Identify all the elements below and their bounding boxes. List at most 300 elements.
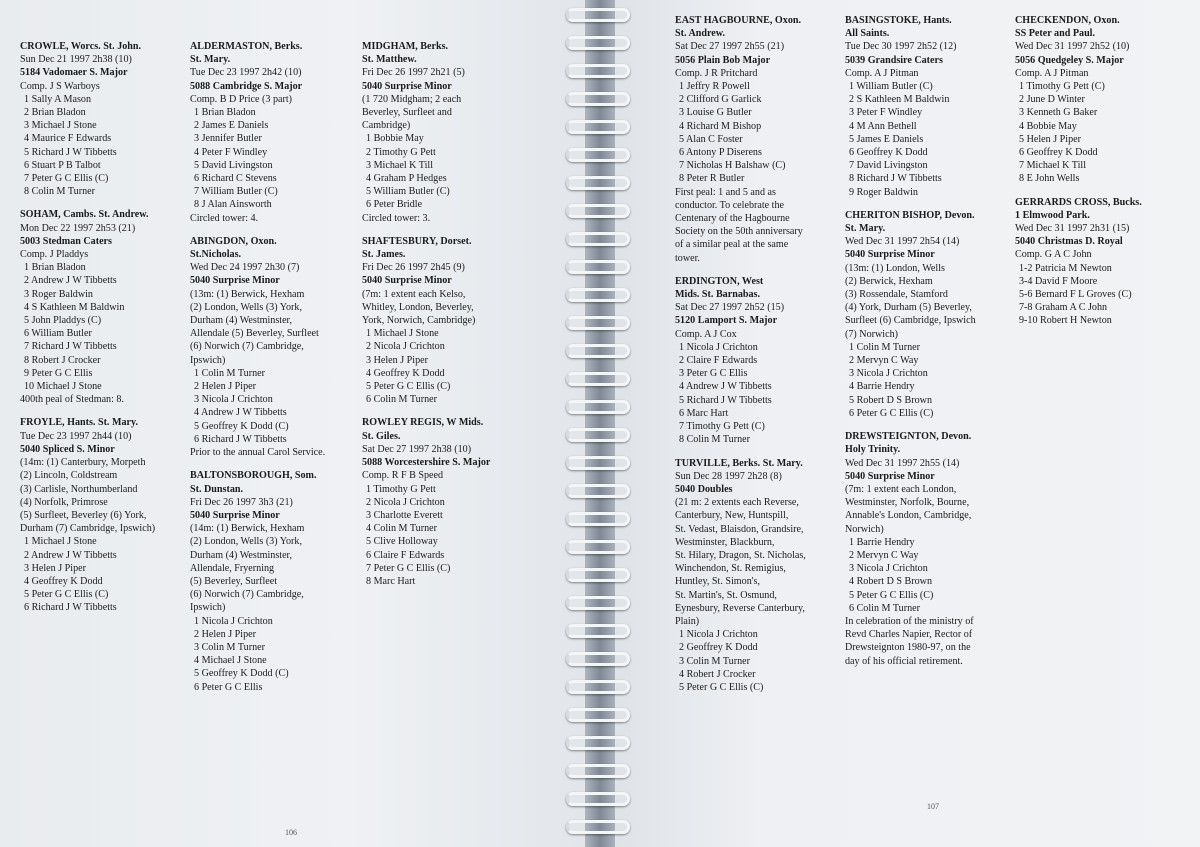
composition-line: (6) Norwich (7) Cambridge, bbox=[190, 589, 304, 601]
right-page bbox=[615, 0, 1200, 847]
peal-method: 5040 Christmas D. Royal bbox=[1015, 236, 1123, 248]
ringer: 4 Geoffrey K Dodd bbox=[24, 575, 103, 587]
ringer: 4 Michael J Stone bbox=[194, 655, 267, 667]
ringer: 4 Robert J Crocker bbox=[679, 668, 756, 680]
peal-method: 5040 Spliced S. Minor bbox=[20, 443, 115, 455]
tower-dedication: St. Mary. bbox=[190, 54, 231, 66]
peal-date: Fri Dec 26 1997 2h45 (9) bbox=[362, 262, 465, 274]
peal-method: 5040 Surprise Minor bbox=[190, 509, 280, 521]
composition-line: (3) Carlisle, Northumberland bbox=[20, 483, 138, 495]
tower-name: BALTONSBOROUGH, Som. bbox=[190, 470, 317, 482]
peal-note: Circled tower: 4. bbox=[190, 212, 259, 224]
ringer: 5 John Pladdys (C) bbox=[24, 315, 102, 327]
ringer: 1 Colin M Turner bbox=[194, 367, 265, 379]
peal-note: Centenary of the Hagbourne bbox=[675, 213, 790, 225]
ringer: 5 Peter G C Ellis (C) bbox=[679, 681, 764, 693]
left-page bbox=[0, 0, 585, 847]
composition-line: (7) Norwich) bbox=[845, 328, 898, 340]
ringer: 5 Peter G C Ellis (C) bbox=[366, 381, 451, 393]
ringer: 7 Peter G C Ellis (C) bbox=[366, 562, 451, 574]
binding-ring bbox=[566, 8, 630, 22]
peal-composition: Comp. J R Pritchard bbox=[675, 67, 758, 79]
ringer: 5 Clive Holloway bbox=[366, 536, 438, 548]
ringer: 2 Mervyn C Way bbox=[849, 355, 919, 367]
ringer: 3 Nicola J Crichton bbox=[849, 563, 928, 575]
tower-name: SHAFTESBURY, Dorset. bbox=[362, 235, 472, 247]
ringer: 3-4 David F Moore bbox=[1019, 275, 1098, 287]
peal-note: Revd Charles Napier, Rector of bbox=[845, 629, 973, 641]
ringer: 4 S Kathleen M Baldwin bbox=[24, 301, 125, 313]
composition-line: Beverley, Surfleet and bbox=[362, 107, 452, 119]
peal-composition: (7m: 1 extent each London, bbox=[845, 483, 957, 495]
tower-name: DREWSTEIGNTON, Devon. bbox=[845, 431, 972, 443]
tower-name: SOHAM, Cambs. St. Andrew. bbox=[20, 209, 149, 221]
peal-entry bbox=[845, 14, 976, 199]
ringer: 5 Peter G C Ellis (C) bbox=[24, 589, 109, 601]
ringer: 1-2 Patricia M Newton bbox=[1019, 262, 1112, 274]
binding-ring bbox=[566, 428, 630, 442]
composition-line: Whitley, London, Beverley, bbox=[362, 301, 474, 313]
ringer: 5 Peter G C Ellis (C) bbox=[849, 589, 934, 601]
peal-composition: Comp. A J Cox bbox=[675, 328, 737, 340]
peal-note: Prior to the annual Carol Service. bbox=[190, 447, 326, 459]
ringer: 3 Nicola J Crichton bbox=[194, 394, 273, 406]
peal-method: 5040 Surprise Minor bbox=[845, 249, 935, 261]
ringer: 5 Alan C Foster bbox=[679, 133, 743, 145]
peal-composition: Comp. B D Price (3 part) bbox=[190, 93, 293, 105]
ringer: 8 Peter R Butler bbox=[679, 173, 745, 185]
ringer: 2 James E Daniels bbox=[194, 120, 269, 132]
tower-name: ROWLEY REGIS, W Mids. bbox=[362, 417, 484, 429]
tower-name: TURVILLE, Berks. St. Mary. bbox=[675, 457, 803, 469]
ringer: 1 Timothy G Pett bbox=[366, 483, 436, 495]
composition-line: St. Martin's, St. Osmund, bbox=[675, 589, 777, 601]
peal-date: Sat Dec 27 1997 2h52 (15) bbox=[675, 302, 785, 314]
tower-name: FROYLE, Hants. St. Mary. bbox=[20, 417, 139, 429]
column-4 bbox=[675, 14, 806, 704]
binding-ring bbox=[566, 316, 630, 330]
binding-ring bbox=[566, 204, 630, 218]
ringer: 7 Richard J W Tibbetts bbox=[24, 341, 117, 353]
peal-date: Tue Dec 23 1997 2h42 (10) bbox=[190, 67, 302, 79]
tower-dedication: 1 Elmwood Park. bbox=[1015, 209, 1090, 221]
binding-ring bbox=[566, 540, 630, 554]
composition-line: (2) Lincoln, Coldstream bbox=[20, 470, 118, 482]
ringer: 4 Robert D S Brown bbox=[849, 576, 932, 588]
peal-note: day of his official retirement. bbox=[845, 655, 963, 667]
peal-date: Wed Dec 24 1997 2h30 (7) bbox=[190, 262, 300, 274]
peal-date: Wed Dec 31 1997 2h31 (15) bbox=[1015, 223, 1130, 235]
column-6 bbox=[1015, 14, 1142, 338]
peal-method: 5088 Cambridge S. Major bbox=[190, 80, 303, 92]
ringer: 6 Geoffrey K Dodd bbox=[1019, 147, 1098, 159]
peal-method: 5040 Surprise Minor bbox=[190, 275, 280, 287]
composition-line: (4) York, Durham (5) Beverley, bbox=[845, 302, 972, 314]
ringer: 5 David Livingston bbox=[194, 159, 273, 171]
peal-date: Sat Dec 27 1997 2h38 (10) bbox=[362, 443, 472, 455]
composition-line: Durham (4) Westminster, bbox=[190, 549, 293, 561]
ringer: 6 Geoffrey K Dodd bbox=[849, 147, 928, 159]
peal-date: Mon Dec 22 1997 2h53 (21) bbox=[20, 222, 136, 234]
peal-entry bbox=[362, 235, 490, 407]
ringer: 1 Nicola J Crichton bbox=[194, 615, 273, 627]
tower-dedication: St. Dunstan. bbox=[190, 483, 244, 495]
tower-dedication: St. Giles. bbox=[362, 430, 401, 442]
tower-name: ALDERMASTON, Berks. bbox=[190, 41, 303, 52]
peal-entry bbox=[362, 416, 490, 588]
tower-name: CROWLE, Worcs. St. John. bbox=[20, 41, 142, 52]
composition-line: Eynesbury, Reverse Canterbury, bbox=[675, 602, 805, 614]
composition-line: (2) London, Wells (3) York, bbox=[190, 301, 302, 313]
peal-entry bbox=[675, 457, 806, 695]
ringer: 8 Colin M Turner bbox=[24, 186, 95, 198]
ringer: 6 William Butler bbox=[24, 328, 92, 340]
peal-method: 5120 Lamport S. Major bbox=[675, 315, 778, 327]
binding-ring bbox=[566, 64, 630, 78]
peal-date: Sun Dec 28 1997 2h28 (8) bbox=[675, 470, 782, 482]
ringer: 3 Jennifer Butler bbox=[194, 133, 262, 145]
peal-method: 5056 Plain Bob Major bbox=[675, 54, 771, 66]
binding-ring bbox=[566, 288, 630, 302]
peal-entry bbox=[190, 469, 325, 693]
peal-method: 5040 Doubles bbox=[675, 483, 733, 495]
ringer: 5 Richard J W Tibbetts bbox=[679, 394, 772, 406]
composition-line: Allendale (5) Beverley, Surfleet bbox=[190, 328, 319, 340]
ringer: 8 Robert J Crocker bbox=[24, 354, 101, 366]
ringer: 8 Colin M Turner bbox=[679, 434, 750, 446]
binding-ring bbox=[566, 260, 630, 274]
binding-ring bbox=[566, 92, 630, 106]
peal-note: tower. bbox=[675, 252, 700, 264]
composition-line: Ipswich) bbox=[190, 602, 226, 614]
tower-name: CHERITON BISHOP, Devon. bbox=[845, 209, 975, 221]
ringer: 4 Peter F Windley bbox=[194, 146, 268, 158]
tower-name: BASINGSTOKE, Hants. bbox=[845, 15, 952, 26]
ringer: 2 Andrew J W Tibbetts bbox=[24, 275, 117, 287]
ringer: 4 Maurice F Edwards bbox=[24, 133, 112, 145]
composition-line: Plain) bbox=[675, 615, 700, 627]
composition-line: St. Hilary, Dragon, St. Nicholas, bbox=[675, 549, 806, 561]
composition-line: Durham (7) Cambridge, Ipswich) bbox=[20, 523, 156, 535]
peal-entry bbox=[20, 416, 155, 614]
peal-entry bbox=[845, 430, 976, 668]
peal-composition: Comp. J S Warboys bbox=[20, 80, 100, 92]
composition-line: Cambridge) bbox=[362, 120, 411, 132]
ringer: 2 S Kathleen M Baldwin bbox=[849, 94, 950, 106]
peal-method: 5003 Stedman Caters bbox=[20, 235, 112, 247]
ringer: 1 Colin M Turner bbox=[849, 341, 920, 353]
tower-name: CHECKENDON, Oxon. bbox=[1015, 15, 1120, 26]
binding-ring bbox=[566, 148, 630, 162]
ringer: 7 Nicholas H Balshaw (C) bbox=[679, 160, 786, 172]
page-number-left: 106 bbox=[285, 828, 297, 837]
tower-dedication: St. Matthew. bbox=[362, 54, 417, 66]
binding-ring bbox=[566, 232, 630, 246]
peal-date: Wed Dec 31 1997 2h52 (10) bbox=[1015, 41, 1130, 53]
ringer: 8 Marc Hart bbox=[366, 575, 416, 587]
composition-line: Annable's London, Cambridge, bbox=[845, 510, 972, 522]
peal-composition: Comp. J Pladdys bbox=[20, 249, 89, 261]
ringer: 6 Peter Bridle bbox=[366, 199, 423, 211]
tower-dedication: Holy Trinity. bbox=[845, 444, 901, 456]
ringer: 2 Timothy G Pett bbox=[366, 146, 436, 158]
ringer: 6 Stuart P B Talbot bbox=[24, 159, 101, 171]
peal-composition: (7m: 1 extent each Kelso, bbox=[362, 288, 466, 300]
ringer: 3 Nicola J Crichton bbox=[849, 368, 928, 380]
ringer: 5 James E Daniels bbox=[849, 133, 924, 145]
ringer: 6 Antony P Diserens bbox=[679, 147, 762, 159]
peal-composition: (14m: (1) Berwick, Hexham bbox=[190, 523, 305, 535]
ringer: 7 William Butler (C) bbox=[194, 186, 278, 198]
binding-ring bbox=[566, 820, 630, 834]
peal-date: Sun Dec 21 1997 2h38 (10) bbox=[20, 54, 132, 66]
ringer: 6 Claire F Edwards bbox=[366, 549, 445, 561]
ringer: 5 Robert D S Brown bbox=[849, 394, 932, 406]
binding-ring bbox=[566, 596, 630, 610]
ringer: 3 Helen J Piper bbox=[24, 562, 86, 574]
composition-line: (2) Berwick, Hexham bbox=[845, 275, 933, 287]
binding-ring bbox=[566, 624, 630, 638]
ringer: 4 Geoffrey K Dodd bbox=[366, 367, 445, 379]
peal-entry bbox=[675, 275, 806, 447]
ringer: 2 Helen J Piper bbox=[194, 381, 256, 393]
peal-composition: Comp. A J Pitman bbox=[845, 67, 919, 79]
ringer: 9 Roger Baldwin bbox=[849, 186, 918, 198]
binding-ring bbox=[566, 344, 630, 358]
ringer: 7 Michael K Till bbox=[1019, 160, 1087, 172]
ringer: 4 Barrie Hendry bbox=[849, 381, 915, 393]
peal-note: conductor. To celebrate the bbox=[675, 199, 784, 211]
ringer: 3 Kenneth G Baker bbox=[1019, 107, 1098, 119]
ringer: 6 Peter G C Ellis (C) bbox=[849, 407, 934, 419]
peal-entry bbox=[190, 40, 325, 225]
peal-method: 5040 Surprise Minor bbox=[362, 80, 452, 92]
tower-name: ERDINGTON, West bbox=[675, 275, 764, 287]
peal-composition: Comp. G A C John bbox=[1015, 249, 1092, 261]
column-3 bbox=[362, 40, 490, 598]
tower-dedication: SS Peter and Paul. bbox=[1015, 28, 1096, 40]
ringer: 9 Peter G C Ellis bbox=[24, 367, 93, 379]
composition-line: Ipswich) bbox=[190, 354, 226, 366]
peal-note: 400th peal of Stedman: 8. bbox=[20, 394, 125, 406]
ringer: 2 Claire F Edwards bbox=[679, 355, 758, 367]
tower-dedication: St. Andrew. bbox=[675, 28, 726, 40]
binding-ring bbox=[566, 36, 630, 50]
ringer: 3 Colin M Turner bbox=[194, 641, 265, 653]
ringer: 6 Peter G C Ellis bbox=[194, 681, 263, 693]
peal-method: 5039 Grandsire Caters bbox=[845, 54, 943, 66]
peal-entry bbox=[675, 14, 806, 265]
peal-date: Fri Dec 26 1997 3h3 (21) bbox=[190, 496, 293, 508]
ringer: 2 Clifford G Garlick bbox=[679, 94, 762, 106]
peal-date: Wed Dec 31 1997 2h54 (14) bbox=[845, 236, 960, 248]
ringer: 1 Brian Bladon bbox=[194, 107, 256, 119]
peal-composition: (13m: (1) Berwick, Hexham bbox=[190, 288, 305, 300]
ringer: 3 Michael J Stone bbox=[24, 120, 97, 132]
composition-line: Winchendon, St. Remigius, bbox=[675, 563, 786, 575]
ringer: 1 Jeffry R Powell bbox=[679, 81, 750, 93]
binding-ring bbox=[566, 736, 630, 750]
tower-name: EAST HAGBOURNE, Oxon. bbox=[675, 15, 802, 26]
peal-entry bbox=[20, 208, 155, 406]
ringer: 7 Peter G C Ellis (C) bbox=[24, 173, 109, 185]
binding-ring bbox=[566, 400, 630, 414]
ringer: 8 Richard J W Tibbetts bbox=[849, 173, 942, 185]
binding-ring bbox=[566, 708, 630, 722]
tower-name: GERRARDS CROSS, Bucks. bbox=[1015, 196, 1142, 208]
composition-line: St. Vedast, Blaisdon, Grandsire, bbox=[675, 523, 804, 535]
tower-name: ABINGDON, Oxon. bbox=[190, 235, 277, 247]
ringer: 3 Helen J Piper bbox=[366, 354, 428, 366]
peal-entry bbox=[20, 40, 155, 198]
ringer: 7 Timothy G Pett (C) bbox=[679, 421, 765, 433]
peal-composition: (13m: (1) London, Wells bbox=[845, 262, 945, 274]
ringer: 5 Geoffrey K Dodd (C) bbox=[194, 420, 289, 432]
column-2 bbox=[190, 40, 325, 704]
peal-date: Tue Dec 30 1997 2h52 (12) bbox=[845, 41, 957, 53]
ringer: 1 Michael J Stone bbox=[24, 536, 97, 548]
composition-line: Canterbury, New, Huntspill, bbox=[675, 510, 789, 522]
tower-dedication: Mids. St. Barnabas. bbox=[675, 289, 760, 301]
peal-entry bbox=[845, 209, 976, 420]
ringer: 4 Andrew J W Tibbetts bbox=[679, 381, 772, 393]
ringer: 1 Sally A Mason bbox=[24, 93, 92, 105]
ringer: 6 Marc Hart bbox=[679, 407, 729, 419]
ringer: 3 Charlotte Everett bbox=[366, 509, 443, 521]
peal-note: In celebration of the ministry of bbox=[845, 615, 974, 627]
ringer: 5 Richard J W Tibbetts bbox=[24, 146, 117, 158]
peal-method: 5040 Surprise Minor bbox=[845, 470, 935, 482]
composition-line: Durham (4) Westminster, bbox=[190, 315, 293, 327]
peal-note: Drewsteignton 1980-97, on the bbox=[845, 642, 971, 654]
composition-line: (5) Surfleet, Beverley (6) York, bbox=[20, 509, 147, 521]
page-number-right: 107 bbox=[927, 802, 939, 811]
ringer: 4 Richard M Bishop bbox=[679, 120, 762, 132]
ringer: 2 Helen J Piper bbox=[194, 628, 256, 640]
ringer: 8 E John Wells bbox=[1019, 173, 1080, 185]
composition-line: Norwich) bbox=[845, 523, 884, 535]
composition-line: Westminster, Blackburn, bbox=[675, 536, 775, 548]
peal-entry bbox=[1015, 14, 1142, 186]
peal-date: Fri Dec 26 1997 2h21 (5) bbox=[362, 67, 465, 79]
peal-note: Society on the 50th anniversary bbox=[675, 226, 803, 238]
peal-method: 5088 Worcestershire S. Major bbox=[362, 457, 491, 469]
ringer: 10 Michael J Stone bbox=[24, 381, 102, 393]
tower-dedication: St.Nicholas. bbox=[190, 249, 242, 261]
tower-dedication: All Saints. bbox=[845, 28, 890, 40]
composition-line: Surfleet (6) Cambridge, Ipswich bbox=[845, 315, 976, 327]
ringer: 5-6 Bernard F L Groves (C) bbox=[1019, 289, 1132, 301]
ringer: 4 Graham P Hedges bbox=[366, 173, 447, 185]
ringer: 2 Geoffrey K Dodd bbox=[679, 642, 758, 654]
peal-composition: (21 m: 2 extents each Reverse, bbox=[675, 497, 799, 509]
composition-line: (2) London, Wells (3) York, bbox=[190, 536, 302, 548]
ringer: 1 Brian Bladon bbox=[24, 262, 86, 274]
ringer: 3 Michael K Till bbox=[366, 159, 434, 171]
composition-line: (4) Norfolk, Primrose bbox=[20, 496, 108, 508]
composition-line: (3) Rossendale, Stamford bbox=[845, 289, 948, 301]
ringer: 3 Louise G Butler bbox=[679, 107, 752, 119]
peal-composition: (1 720 Midgham; 2 each bbox=[362, 93, 462, 105]
ringer: 1 Bobbie May bbox=[366, 133, 424, 145]
ringer: 3 Peter G C Ellis bbox=[679, 368, 748, 380]
tower-name: MIDGHAM, Berks. bbox=[362, 41, 449, 52]
ringer: 3 Colin M Turner bbox=[679, 655, 750, 667]
peal-entry bbox=[362, 40, 490, 225]
peal-composition: Comp. A J Pitman bbox=[1015, 67, 1089, 79]
ringer: 4 M Ann Bethell bbox=[849, 120, 917, 132]
peal-date: Tue Dec 23 1997 2h44 (10) bbox=[20, 430, 132, 442]
ringer: 4 Bobbie May bbox=[1019, 120, 1077, 132]
ringer: 4 Andrew J W Tibbetts bbox=[194, 407, 287, 419]
peal-method: 5056 Quedgeley S. Major bbox=[1015, 54, 1124, 66]
ringer: 7 David Livingston bbox=[849, 160, 928, 172]
binding-ring bbox=[566, 652, 630, 666]
composition-line: (6) Norwich (7) Cambridge, bbox=[190, 341, 304, 353]
binding-ring bbox=[566, 792, 630, 806]
ringer: 2 Nicola J Crichton bbox=[366, 341, 445, 353]
ringer: 6 Colin M Turner bbox=[366, 394, 437, 406]
binding-ring bbox=[566, 176, 630, 190]
composition-line: (5) Beverley, Surfleet bbox=[190, 575, 278, 587]
ringer: 2 June D Winter bbox=[1019, 94, 1085, 106]
ringer: 6 Richard J W Tibbetts bbox=[24, 602, 117, 614]
ringer: 5 William Butler (C) bbox=[366, 186, 450, 198]
ringer: 1 Barrie Hendry bbox=[849, 536, 915, 548]
peal-note: Circled tower: 3. bbox=[362, 212, 431, 224]
ringer: 6 Richard J W Tibbetts bbox=[194, 433, 287, 445]
binding-ring bbox=[566, 764, 630, 778]
peal-entry bbox=[190, 235, 325, 459]
binding-ring bbox=[566, 456, 630, 470]
ringer: 2 Brian Bladon bbox=[24, 107, 86, 119]
peal-date: Wed Dec 31 1997 2h55 (14) bbox=[845, 457, 960, 469]
ringer: 3 Roger Baldwin bbox=[24, 288, 93, 300]
ringer: 2 Andrew J W Tibbetts bbox=[24, 549, 117, 561]
tower-dedication: St. Mary. bbox=[845, 223, 886, 235]
composition-line: Huntley, St. Simon's, bbox=[675, 576, 761, 588]
peal-composition: Comp. R F B Speed bbox=[362, 470, 444, 482]
composition-line: York, Norwich, Cambridge) bbox=[362, 315, 476, 327]
binding-ring bbox=[566, 484, 630, 498]
peal-composition: (14m: (1) Canterbury, Morpeth bbox=[20, 457, 146, 469]
ringer: 5 Helen J Piper bbox=[1019, 133, 1081, 145]
binding-ring bbox=[566, 568, 630, 582]
ringer: 1 Michael J Stone bbox=[366, 328, 439, 340]
ringer: 4 Colin M Turner bbox=[366, 523, 437, 535]
ringer: 1 William Butler (C) bbox=[849, 81, 933, 93]
binding-ring bbox=[566, 120, 630, 134]
ringer: 3 Peter F Windley bbox=[849, 107, 923, 119]
ringer: 2 Nicola J Crichton bbox=[366, 496, 445, 508]
peal-entry bbox=[1015, 196, 1142, 328]
column-5 bbox=[845, 14, 976, 678]
composition-line: Allendale, Fryerning bbox=[190, 562, 275, 574]
ringer: 1 Timothy G Pett (C) bbox=[1019, 81, 1105, 93]
composition-line: Westminster, Norfolk, Bourne, bbox=[845, 497, 970, 509]
binding-ring bbox=[566, 680, 630, 694]
peal-note: First peal: 1 and 5 and as bbox=[675, 186, 776, 198]
ringer: 6 Richard C Stevens bbox=[194, 173, 277, 185]
ringer: 8 J Alan Ainsworth bbox=[194, 199, 272, 211]
ringer: 5 Geoffrey K Dodd (C) bbox=[194, 668, 289, 680]
peal-method: 5184 Vadomaer S. Major bbox=[20, 67, 128, 79]
ringer: 6 Colin M Turner bbox=[849, 602, 920, 614]
column-1 bbox=[20, 40, 155, 625]
ringer: 9-10 Robert H Newton bbox=[1019, 315, 1112, 327]
ringer: 2 Mervyn C Way bbox=[849, 549, 919, 561]
binding-ring bbox=[566, 512, 630, 526]
